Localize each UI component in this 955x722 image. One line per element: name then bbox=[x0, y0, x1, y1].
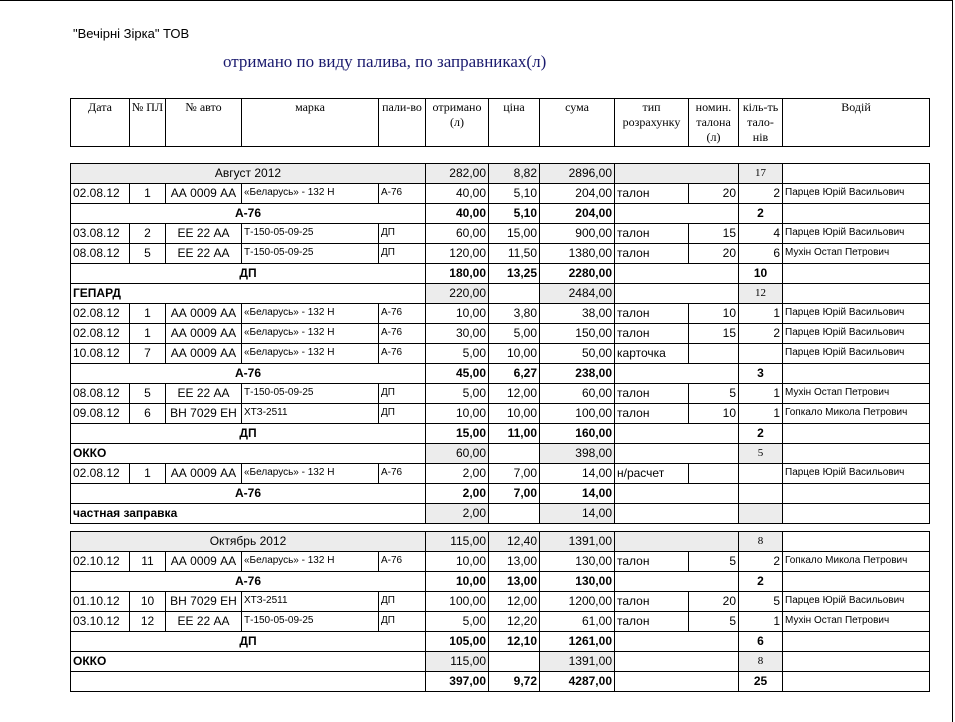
price-cell: 10,00 bbox=[489, 343, 540, 363]
station-count: 8 bbox=[739, 651, 783, 671]
month-price: 12,40 bbox=[489, 531, 540, 551]
fuel-subtotal-label: ДП bbox=[71, 631, 426, 651]
detail-row bbox=[71, 463, 930, 483]
month-summary-row bbox=[71, 531, 930, 551]
month-driver bbox=[783, 531, 930, 551]
fuel-subtotal-price: 6,27 bbox=[489, 363, 540, 383]
fuel-subtotal-row bbox=[71, 363, 930, 383]
sum-cell: 130,00 bbox=[540, 551, 615, 571]
price-cell: 11,50 bbox=[489, 243, 540, 263]
date-cell: 02.08.12 bbox=[71, 303, 130, 323]
auto-cell: ЕЕ 22 АА bbox=[166, 243, 242, 263]
fuel-subtotal-label: А-76 bbox=[71, 483, 426, 503]
nominal-cell: 5 bbox=[689, 611, 739, 631]
detail-row bbox=[71, 343, 930, 363]
fuel-cell: А-76 bbox=[379, 343, 426, 363]
fuel-subtotal-driver bbox=[783, 631, 930, 651]
qty-cell: 10,00 bbox=[426, 551, 489, 571]
fuel-subtotal-qty: 2,00 bbox=[426, 483, 489, 503]
station-price bbox=[489, 443, 540, 463]
grand-total-row bbox=[71, 671, 930, 691]
date-cell: 10.08.12 bbox=[71, 343, 130, 363]
sum-cell: 60,00 bbox=[540, 383, 615, 403]
count-cell: 1 bbox=[739, 611, 783, 631]
station-price bbox=[489, 283, 540, 303]
count-cell: 6 bbox=[739, 243, 783, 263]
count-cell bbox=[739, 343, 783, 363]
count-cell: 1 bbox=[739, 303, 783, 323]
station-sum: 1391,00 bbox=[540, 651, 615, 671]
auto-cell: ВН 7029 ЕН bbox=[166, 591, 242, 611]
fuel-subtotal-price: 12,10 bbox=[489, 631, 540, 651]
station-summary-row bbox=[71, 651, 930, 671]
driver-cell: Парцев Юрій Васильович bbox=[783, 223, 930, 243]
fuel-subtotal-label: А-76 bbox=[71, 571, 426, 591]
detail-row bbox=[71, 551, 930, 571]
fuel-subtotal-driver bbox=[783, 571, 930, 591]
fuel-cell: ДП bbox=[379, 243, 426, 263]
sum-cell: 150,00 bbox=[540, 323, 615, 343]
model-cell: «Беларусь» - 132 Н bbox=[242, 343, 379, 363]
auto-cell: ВН 7029 ЕН bbox=[166, 403, 242, 423]
auto-cell: ЕЕ 22 АА bbox=[166, 223, 242, 243]
grand-total-driver bbox=[783, 671, 930, 691]
station-summary-row bbox=[71, 503, 930, 523]
grand-total-price: 9,72 bbox=[489, 671, 540, 691]
fuel-subtotal-pay bbox=[615, 203, 739, 223]
pl-cell: 11 bbox=[130, 551, 166, 571]
fuel-subtotal-pay bbox=[615, 363, 739, 383]
station-pay bbox=[615, 443, 739, 463]
fuel-subtotal-count: 2 bbox=[739, 423, 783, 443]
qty-cell: 5,00 bbox=[426, 611, 489, 631]
station-driver bbox=[783, 283, 930, 303]
fuel-subtotal-sum: 14,00 bbox=[540, 483, 615, 503]
fuel-cell: А-76 bbox=[379, 183, 426, 203]
spacer-cell bbox=[71, 155, 930, 163]
nominal-cell: 5 bbox=[689, 383, 739, 403]
date-cell: 02.10.12 bbox=[71, 551, 130, 571]
model-cell: Т-150-05-09-25 bbox=[242, 223, 379, 243]
price-cell: 7,00 bbox=[489, 463, 540, 483]
nominal-cell: 20 bbox=[689, 183, 739, 203]
pay-type-cell: талон bbox=[615, 403, 689, 423]
date-cell: 08.08.12 bbox=[71, 243, 130, 263]
fuel-subtotal-label: ДП bbox=[71, 423, 426, 443]
pay-type-cell: талон bbox=[615, 551, 689, 571]
fuel-subtotal-row bbox=[71, 483, 930, 503]
fuel-subtotal-price: 11,00 bbox=[489, 423, 540, 443]
qty-cell: 100,00 bbox=[426, 591, 489, 611]
detail-row bbox=[71, 243, 930, 263]
grand-total-label bbox=[71, 671, 426, 691]
date-cell: 01.10.12 bbox=[71, 591, 130, 611]
month-qty: 115,00 bbox=[426, 531, 489, 551]
pl-cell: 5 bbox=[130, 243, 166, 263]
fuel-subtotal-row bbox=[71, 263, 930, 283]
driver-cell: Гопкало Микола Петрович bbox=[783, 551, 930, 571]
column-header-row bbox=[71, 99, 930, 147]
qty-cell: 2,00 bbox=[426, 463, 489, 483]
fuel-subtotal-pay bbox=[615, 263, 739, 283]
fuel-subtotal-label: А-76 bbox=[71, 363, 426, 383]
count-cell: 2 bbox=[739, 183, 783, 203]
station-count bbox=[739, 503, 783, 523]
station-driver bbox=[783, 503, 930, 523]
qty-cell: 120,00 bbox=[426, 243, 489, 263]
price-cell: 15,00 bbox=[489, 223, 540, 243]
price-cell: 12,00 bbox=[489, 591, 540, 611]
detail-row bbox=[71, 183, 930, 203]
pl-cell: 7 bbox=[130, 343, 166, 363]
month-label: Октябрь 2012 bbox=[71, 531, 426, 551]
fuel-cell: ДП bbox=[379, 403, 426, 423]
col-nominal-header: номин. талона (л) bbox=[689, 99, 739, 147]
detail-row bbox=[71, 611, 930, 631]
fuel-subtotal-pay bbox=[615, 631, 739, 651]
detail-row bbox=[71, 323, 930, 343]
sum-cell: 38,00 bbox=[540, 303, 615, 323]
nominal-cell: 20 bbox=[689, 591, 739, 611]
auto-cell: АА 0009 АА bbox=[166, 343, 242, 363]
fuel-subtotal-row bbox=[71, 571, 930, 591]
qty-cell: 60,00 bbox=[426, 223, 489, 243]
spacer-row bbox=[71, 523, 930, 531]
driver-cell: Парцев Юрій Васильович bbox=[783, 343, 930, 363]
model-cell: Т-150-05-09-25 bbox=[242, 243, 379, 263]
qty-cell: 5,00 bbox=[426, 383, 489, 403]
auto-cell: АА 0009 АА bbox=[166, 551, 242, 571]
auto-cell: ЕЕ 22 АА bbox=[166, 611, 242, 631]
fuel-subtotal-count: 2 bbox=[739, 203, 783, 223]
fuel-subtotal-driver bbox=[783, 483, 930, 503]
fuel-subtotal-label: ДП bbox=[71, 263, 426, 283]
price-cell: 3,80 bbox=[489, 303, 540, 323]
count-cell: 1 bbox=[739, 383, 783, 403]
pl-cell: 1 bbox=[130, 463, 166, 483]
driver-cell: Парцев Юрій Васильович bbox=[783, 323, 930, 343]
station-qty: 60,00 bbox=[426, 443, 489, 463]
driver-cell: Мухін Остап Петрович bbox=[783, 383, 930, 403]
fuel-subtotal-row bbox=[71, 631, 930, 651]
sum-cell: 100,00 bbox=[540, 403, 615, 423]
price-cell: 5,00 bbox=[489, 323, 540, 343]
month-driver bbox=[783, 163, 930, 183]
grand-total-qty: 397,00 bbox=[426, 671, 489, 691]
sum-cell: 50,00 bbox=[540, 343, 615, 363]
driver-cell: Парцев Юрій Васильович bbox=[783, 591, 930, 611]
fuel-subtotal-qty: 45,00 bbox=[426, 363, 489, 383]
station-count: 12 bbox=[739, 283, 783, 303]
fuel-subtotal-driver bbox=[783, 263, 930, 283]
col-model-header: марка bbox=[242, 99, 379, 147]
fuel-subtotal-count bbox=[739, 483, 783, 503]
pl-cell: 6 bbox=[130, 403, 166, 423]
price-cell: 10,00 bbox=[489, 403, 540, 423]
auto-cell: АА 0009 АА bbox=[166, 303, 242, 323]
driver-cell: Парцев Юрій Васильович bbox=[783, 303, 930, 323]
fuel-subtotal-label: А-76 bbox=[71, 203, 426, 223]
detail-row bbox=[71, 303, 930, 323]
month-pay bbox=[615, 163, 739, 183]
station-sum: 14,00 bbox=[540, 503, 615, 523]
auto-cell: АА 0009 АА bbox=[166, 463, 242, 483]
model-cell: «Беларусь» - 132 Н bbox=[242, 303, 379, 323]
detail-row bbox=[71, 591, 930, 611]
fuel-subtotal-driver bbox=[783, 423, 930, 443]
pay-type-cell: талон bbox=[615, 383, 689, 403]
fuel-subtotal-qty: 180,00 bbox=[426, 263, 489, 283]
col-count-header: кіль-ть тало-нів bbox=[739, 99, 783, 147]
date-cell: 09.08.12 bbox=[71, 403, 130, 423]
nominal-cell bbox=[689, 343, 739, 363]
month-price: 8,82 bbox=[489, 163, 540, 183]
fuel-subtotal-row bbox=[71, 423, 930, 443]
auto-cell: АА 0009 АА bbox=[166, 183, 242, 203]
fuel-subtotal-driver bbox=[783, 203, 930, 223]
pl-cell: 1 bbox=[130, 183, 166, 203]
driver-cell: Парцев Юрій Васильович bbox=[783, 463, 930, 483]
fuel-subtotal-qty: 10,00 bbox=[426, 571, 489, 591]
fuel-subtotal-qty: 15,00 bbox=[426, 423, 489, 443]
driver-cell: Парцев Юрій Васильович bbox=[783, 183, 930, 203]
price-cell: 13,00 bbox=[489, 551, 540, 571]
nominal-cell: 20 bbox=[689, 243, 739, 263]
station-summary-row bbox=[71, 283, 930, 303]
fuel-subtotal-sum: 130,00 bbox=[540, 571, 615, 591]
pl-cell: 1 bbox=[130, 303, 166, 323]
driver-cell: Мухін Остап Петрович bbox=[783, 243, 930, 263]
pay-type-cell: талон bbox=[615, 323, 689, 343]
station-label: ОККО bbox=[71, 443, 426, 463]
fuel-subtotal-price: 7,00 bbox=[489, 483, 540, 503]
detail-row bbox=[71, 383, 930, 403]
station-count: 5 bbox=[739, 443, 783, 463]
price-cell: 5,10 bbox=[489, 183, 540, 203]
fuel-cell: ДП bbox=[379, 383, 426, 403]
sum-cell: 900,00 bbox=[540, 223, 615, 243]
nominal-cell: 10 bbox=[689, 403, 739, 423]
grand-total-pay bbox=[615, 671, 739, 691]
fuel-subtotal-count: 10 bbox=[739, 263, 783, 283]
col-fuel-header: пали-во bbox=[379, 99, 426, 147]
qty-cell: 30,00 bbox=[426, 323, 489, 343]
station-qty: 2,00 bbox=[426, 503, 489, 523]
model-cell: «Беларусь» - 132 Н bbox=[242, 463, 379, 483]
auto-cell: ЕЕ 22 АА bbox=[166, 383, 242, 403]
model-cell: «Беларусь» - 132 Н bbox=[242, 323, 379, 343]
col-qty-header: отримано (л) bbox=[426, 99, 489, 147]
fuel-cell: ДП bbox=[379, 611, 426, 631]
qty-cell: 10,00 bbox=[426, 403, 489, 423]
pl-cell: 12 bbox=[130, 611, 166, 631]
fuel-subtotal-qty: 105,00 bbox=[426, 631, 489, 651]
spacer-cell bbox=[71, 523, 930, 531]
fuel-subtotal-price: 13,00 bbox=[489, 571, 540, 591]
station-sum: 2484,00 bbox=[540, 283, 615, 303]
pl-cell: 2 bbox=[130, 223, 166, 243]
detail-row bbox=[71, 223, 930, 243]
col-date-header: Дата bbox=[71, 99, 130, 147]
fuel-cell: ДП bbox=[379, 591, 426, 611]
station-label: ОККО bbox=[71, 651, 426, 671]
model-cell: Т-150-05-09-25 bbox=[242, 383, 379, 403]
station-pay bbox=[615, 503, 739, 523]
station-qty: 115,00 bbox=[426, 651, 489, 671]
model-cell: «Беларусь» - 132 Н bbox=[242, 551, 379, 571]
count-cell: 4 bbox=[739, 223, 783, 243]
col-sum-header: сума bbox=[540, 99, 615, 147]
month-pay bbox=[615, 531, 739, 551]
spacer-row bbox=[71, 155, 930, 163]
nominal-cell: 15 bbox=[689, 223, 739, 243]
station-price bbox=[489, 503, 540, 523]
nominal-cell: 5 bbox=[689, 551, 739, 571]
qty-cell: 40,00 bbox=[426, 183, 489, 203]
station-summary-row bbox=[71, 443, 930, 463]
col-auto-header: № авто bbox=[166, 99, 242, 147]
station-pay bbox=[615, 283, 739, 303]
station-driver bbox=[783, 651, 930, 671]
count-cell bbox=[739, 463, 783, 483]
pay-type-cell: талон bbox=[615, 591, 689, 611]
nominal-cell: 15 bbox=[689, 323, 739, 343]
fuel-cell: ДП bbox=[379, 223, 426, 243]
fuel-subtotal-row bbox=[71, 203, 930, 223]
pl-cell: 10 bbox=[130, 591, 166, 611]
fuel-subtotal-sum: 2280,00 bbox=[540, 263, 615, 283]
fuel-subtotal-driver bbox=[783, 363, 930, 383]
fuel-subtotal-sum: 1261,00 bbox=[540, 631, 615, 651]
date-cell: 03.10.12 bbox=[71, 611, 130, 631]
driver-cell: Гопкало Микола Петрович bbox=[783, 403, 930, 423]
fuel-subtotal-sum: 160,00 bbox=[540, 423, 615, 443]
column-header-table bbox=[70, 98, 930, 147]
col-price-header: ціна bbox=[489, 99, 540, 147]
nominal-cell bbox=[689, 463, 739, 483]
month-label: Август 2012 bbox=[71, 163, 426, 183]
report-table bbox=[70, 155, 930, 692]
pl-cell: 1 bbox=[130, 323, 166, 343]
price-cell: 12,00 bbox=[489, 383, 540, 403]
fuel-subtotal-count: 2 bbox=[739, 571, 783, 591]
pay-type-cell: талон bbox=[615, 243, 689, 263]
qty-cell: 10,00 bbox=[426, 303, 489, 323]
fuel-subtotal-count: 6 bbox=[739, 631, 783, 651]
fuel-subtotal-qty: 40,00 bbox=[426, 203, 489, 223]
col-driver-header: Водій bbox=[783, 99, 930, 147]
sum-cell: 1380,00 bbox=[540, 243, 615, 263]
detail-row bbox=[71, 403, 930, 423]
station-price bbox=[489, 651, 540, 671]
pay-type-cell: талон bbox=[615, 611, 689, 631]
date-cell: 08.08.12 bbox=[71, 383, 130, 403]
fuel-subtotal-sum: 204,00 bbox=[540, 203, 615, 223]
count-cell: 2 bbox=[739, 551, 783, 571]
price-cell: 12,20 bbox=[489, 611, 540, 631]
station-label: частная заправка bbox=[71, 503, 426, 523]
grand-total-count: 25 bbox=[739, 671, 783, 691]
fuel-subtotal-pay bbox=[615, 483, 739, 503]
fuel-subtotal-sum: 238,00 bbox=[540, 363, 615, 383]
fuel-subtotal-price: 5,10 bbox=[489, 203, 540, 223]
qty-cell: 5,00 bbox=[426, 343, 489, 363]
col-pay-header: тип розрахунку bbox=[615, 99, 689, 147]
fuel-cell: А-76 bbox=[379, 463, 426, 483]
pay-type-cell: талон bbox=[615, 223, 689, 243]
date-cell: 02.08.12 bbox=[71, 323, 130, 343]
station-label: ГЕПАРД bbox=[71, 283, 426, 303]
month-summary-row bbox=[71, 163, 930, 183]
station-qty: 220,00 bbox=[426, 283, 489, 303]
model-cell: Т-150-05-09-25 bbox=[242, 611, 379, 631]
count-cell: 5 bbox=[739, 591, 783, 611]
station-sum: 398,00 bbox=[540, 443, 615, 463]
date-cell: 02.08.12 bbox=[71, 183, 130, 203]
nominal-cell: 10 bbox=[689, 303, 739, 323]
sum-cell: 14,00 bbox=[540, 463, 615, 483]
fuel-subtotal-count: 3 bbox=[739, 363, 783, 383]
sum-cell: 61,00 bbox=[540, 611, 615, 631]
pay-type-cell: карточка bbox=[615, 343, 689, 363]
count-cell: 2 bbox=[739, 323, 783, 343]
auto-cell: АА 0009 АА bbox=[166, 323, 242, 343]
sum-cell: 204,00 bbox=[540, 183, 615, 203]
model-cell: «Беларусь» - 132 Н bbox=[242, 183, 379, 203]
month-count: 17 bbox=[739, 163, 783, 183]
pay-type-cell: н/расчет bbox=[615, 463, 689, 483]
pay-type-cell: талон bbox=[615, 303, 689, 323]
month-sum: 2896,00 bbox=[540, 163, 615, 183]
month-count: 8 bbox=[739, 531, 783, 551]
pay-type-cell: талон bbox=[615, 183, 689, 203]
company-name: "Вечірні Зірка" ТОВ bbox=[73, 26, 190, 41]
model-cell: ХТЗ-2511 bbox=[242, 591, 379, 611]
date-cell: 02.08.12 bbox=[71, 463, 130, 483]
col-pl-header: № ПЛ bbox=[130, 99, 166, 147]
fuel-subtotal-price: 13,25 bbox=[489, 263, 540, 283]
station-driver bbox=[783, 443, 930, 463]
station-pay bbox=[615, 651, 739, 671]
fuel-cell: А-76 bbox=[379, 551, 426, 571]
month-sum: 1391,00 bbox=[540, 531, 615, 551]
fuel-subtotal-pay bbox=[615, 423, 739, 443]
report-title: отримано по виду палива, по заправниках(л) bbox=[223, 52, 547, 71]
pl-cell: 5 bbox=[130, 383, 166, 403]
month-qty: 282,00 bbox=[426, 163, 489, 183]
driver-cell: Мухін Остап Петрович bbox=[783, 611, 930, 631]
count-cell: 1 bbox=[739, 403, 783, 423]
date-cell: 03.08.12 bbox=[71, 223, 130, 243]
fuel-subtotal-pay bbox=[615, 571, 739, 591]
fuel-cell: А-76 bbox=[379, 323, 426, 343]
model-cell: ХТЗ-2511 bbox=[242, 403, 379, 423]
sum-cell: 1200,00 bbox=[540, 591, 615, 611]
grand-total-sum: 4287,00 bbox=[540, 671, 615, 691]
fuel-cell: А-76 bbox=[379, 303, 426, 323]
